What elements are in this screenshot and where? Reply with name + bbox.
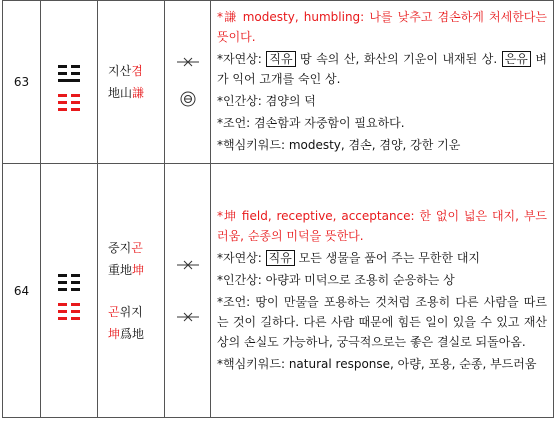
hexagram-symbol xyxy=(41,164,98,418)
alt-name-hanja: 爲地 xyxy=(120,326,145,341)
desc-advice: *조언: 겸손함과 자중함이 필요하다. xyxy=(217,116,405,130)
hexagram-description xyxy=(211,1,554,164)
desc-human: *인간상: 아량과 미덕으로 조용히 순응하는 상 xyxy=(217,272,455,287)
name-korean-highlight: 겸 xyxy=(131,64,143,78)
line-marks xyxy=(165,1,211,164)
desc-keywords: *핵심키워드: modesty, 겸손, 겸양, 강한 기운 xyxy=(217,138,461,152)
alt-name-korean: 위지 xyxy=(119,304,143,319)
desc-nature: *자연상: 직유 모든 생물을 품어 주는 무한한 대지 xyxy=(217,250,481,265)
hexagram-icon xyxy=(58,274,80,320)
desc-advice: *조언: 땅이 만물을 포용하는 것처럼 조용히 다른 사람을 따르는 것이 길하다. 다른 사람 때문에 힘든 일이 있을 수 있고 재산상의 손실도 가능하나, 궁극적으로는 좋은 결실로 되돌아옴. xyxy=(217,294,547,349)
circle-eye-icon xyxy=(179,90,197,108)
name-korean: 중지 xyxy=(108,240,132,255)
desc-nature: *자연상: 직유 땅 속의 산, 화산의 기운이 내재된 상. 은유 벼가 익어 고개를 숙인 상. xyxy=(217,52,547,86)
desc-headline: *坤 field, receptive, acceptance: 한 없이 넓은 대지, 부드러움, 순종의 미덕을 뜻한다. xyxy=(217,208,547,243)
table-row xyxy=(3,1,554,164)
hexagram-name xyxy=(98,1,165,164)
alt-name-korean-highlight: 곤 xyxy=(108,304,120,319)
name-korean: 지산 xyxy=(108,64,132,78)
hexagram-name xyxy=(98,164,165,418)
cross-line-icon xyxy=(177,311,199,323)
hexagram-table xyxy=(2,0,554,418)
simile-box: 직유 xyxy=(266,250,295,266)
name-hanja-highlight: 謙 xyxy=(132,86,145,100)
desc-headline: *謙 modesty, humbling: 나를 낮추고 겸손하게 처세한다는 뜻이다. xyxy=(217,10,547,44)
simile-box: 직유 xyxy=(266,51,295,67)
hexagram-icon xyxy=(58,65,80,111)
name-hanja: 地山 xyxy=(108,86,133,100)
name-korean-highlight: 곤 xyxy=(131,240,143,255)
cross-line-icon xyxy=(177,259,199,271)
hexagram-symbol xyxy=(41,1,98,164)
desc-keywords: *핵심키워드: natural response, 아량, 포용, 순종, 부드러움 xyxy=(217,356,537,371)
line-marks xyxy=(165,164,211,418)
table-row xyxy=(3,164,554,418)
hexagram-number: 63 xyxy=(3,1,41,164)
desc-human: *인간상: 겸양의 덕 xyxy=(217,94,316,108)
hexagram-description xyxy=(211,164,554,418)
name-hanja: 重地 xyxy=(108,262,133,277)
metaphor-box: 은유 xyxy=(502,51,531,67)
name-hanja-highlight: 坤 xyxy=(132,262,145,277)
alt-name-hanja-highlight: 坤 xyxy=(108,326,121,341)
cross-line-icon xyxy=(177,56,199,68)
hexagram-number: 64 xyxy=(3,164,41,418)
